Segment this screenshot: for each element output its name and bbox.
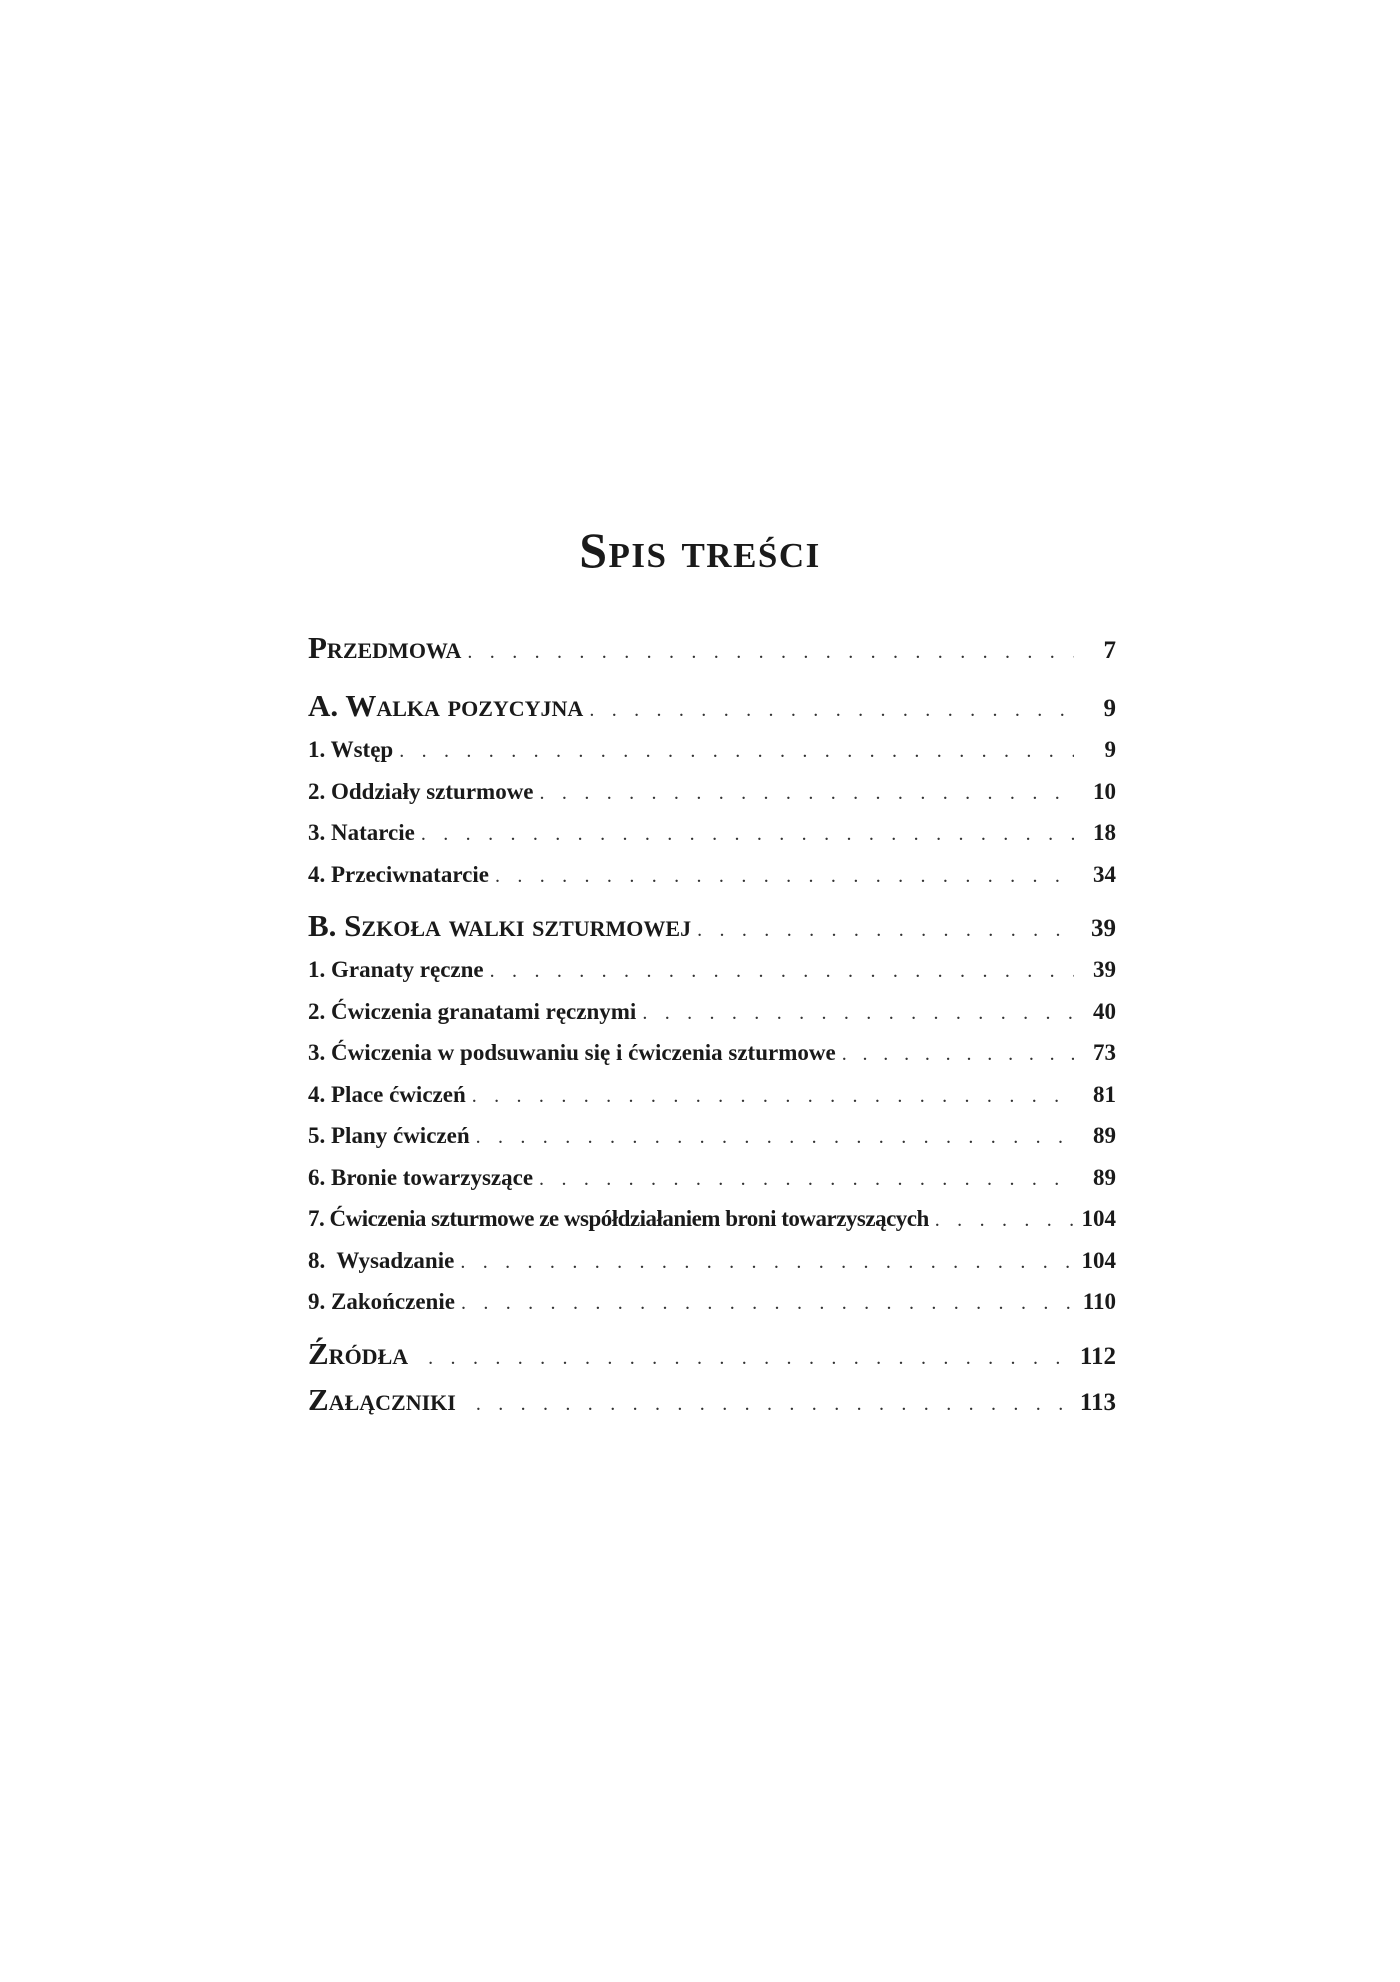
toc-entry-label: 7. Ćwiczenia szturmowe ze współdziałaniem broni towarzyszących (308, 1206, 929, 1231)
dot-leader (397, 731, 1074, 773)
toc-entry-label: 1. Granaty ręczne (308, 957, 484, 982)
toc-entry-b5[interactable] (308, 1115, 1116, 1157)
toc-entry-przedmowa[interactable] (308, 625, 1116, 671)
toc-entry-page-number: 39 (1091, 915, 1116, 942)
dot-leader (474, 1117, 1074, 1159)
toc-entry-page-number: 10 (1093, 778, 1116, 804)
toc-entry-b1[interactable] (308, 949, 1116, 991)
toc-entry-label: 5. Plany ćwiczeń (308, 1123, 470, 1148)
toc-entry-zrodla[interactable] (308, 1331, 1116, 1377)
dot-leader (470, 1076, 1074, 1118)
toc-entry-label: 1. Wstęp (308, 737, 394, 762)
toc-entry-label: 2. Oddziały szturmowe (308, 778, 534, 804)
dot-leader (537, 1159, 1074, 1201)
dot-leader (488, 951, 1074, 993)
dot-leader (419, 814, 1074, 856)
dot-leader (459, 1283, 1074, 1325)
toc-entry-page-number: 34 (1093, 861, 1116, 887)
toc-entry-b3[interactable] (308, 1032, 1116, 1074)
toc-entry-b9[interactable] (308, 1281, 1116, 1323)
toc-entry-label: B. Szkoła walki szturmowej (308, 908, 692, 943)
dot-leader (640, 993, 1074, 1035)
dot-leader (695, 907, 1074, 953)
dot-leader (933, 1200, 1074, 1242)
toc-entry-page-number: 39 (1093, 957, 1116, 982)
toc-entry-b2[interactable] (308, 991, 1116, 1033)
toc-entry-section-a[interactable] (308, 683, 1116, 729)
dot-leader (474, 1381, 1074, 1427)
dot-leader (465, 629, 1074, 675)
toc-entry-page-number: 81 (1093, 1081, 1116, 1107)
toc-entry-label: 8. Wysadzanie (308, 1247, 455, 1273)
toc-entry-label: 6. Bronie towarzyszące (308, 1164, 534, 1190)
toc-entry-page-number: 73 (1093, 1040, 1116, 1065)
toc-title: Spis treści (579, 522, 821, 578)
dot-leader (587, 687, 1074, 733)
toc-entry-page-number: 104 (1081, 1247, 1116, 1273)
toc-entry-label: 3. Natarcie (308, 820, 415, 845)
toc-entry-a1[interactable] (308, 729, 1116, 771)
toc-entry-a3[interactable] (308, 812, 1116, 854)
toc-entry-page-number: 104 (1081, 1206, 1116, 1231)
toc-entry-page-number: 89 (1093, 1123, 1116, 1148)
toc-entry-page-number: 112 (1079, 1342, 1116, 1370)
toc-entry-label: 3. Ćwiczenia w podsuwaniu się i ćwiczenia szturmowe (308, 1040, 836, 1065)
toc-entry-label: Źródła (308, 1335, 409, 1371)
toc-entry-b4[interactable] (308, 1074, 1116, 1116)
dot-leader (493, 856, 1074, 898)
toc-entry-page-number: 18 (1093, 820, 1116, 845)
toc-entry-page-number: 40 (1093, 998, 1116, 1024)
toc-entry-label: Przedmowa (308, 630, 462, 665)
toc-entry-page-number: 110 (1082, 1289, 1116, 1314)
toc-entry-label: Załączniki (308, 1381, 456, 1417)
dot-leader (458, 1242, 1074, 1284)
toc-entry-label: 4. Place ćwiczeń (308, 1081, 466, 1107)
toc-entry-page-number: 9 (1104, 737, 1116, 762)
toc-entry-b8[interactable] (308, 1240, 1116, 1282)
toc-entry-a4[interactable] (308, 854, 1116, 896)
toc-entry-page-number: 89 (1093, 1164, 1116, 1190)
toc-entry-label: A. Walka pozycyjna (308, 688, 584, 723)
toc-entry-b7[interactable] (308, 1198, 1116, 1240)
dot-leader (426, 1335, 1074, 1381)
toc-entry-a2[interactable] (308, 771, 1116, 813)
dot-leader (840, 1034, 1074, 1076)
toc-entry-page-number: 7 (1103, 637, 1116, 664)
toc-entry-page-number: 9 (1103, 695, 1116, 722)
toc-entry-section-b[interactable] (308, 903, 1116, 949)
table-of-contents (308, 625, 1116, 1423)
toc-entry-label: 4. Przeciwnatarcie (308, 861, 489, 887)
toc-entry-b6[interactable] (308, 1157, 1116, 1199)
toc-entry-page-number: 113 (1079, 1388, 1116, 1416)
dot-leader (538, 773, 1074, 815)
toc-entry-label: 2. Ćwiczenia granatami ręcznymi (308, 998, 637, 1024)
toc-entry-label: 9. Zakończenie (308, 1289, 455, 1314)
toc-entry-zalaczniki[interactable] (308, 1377, 1116, 1423)
